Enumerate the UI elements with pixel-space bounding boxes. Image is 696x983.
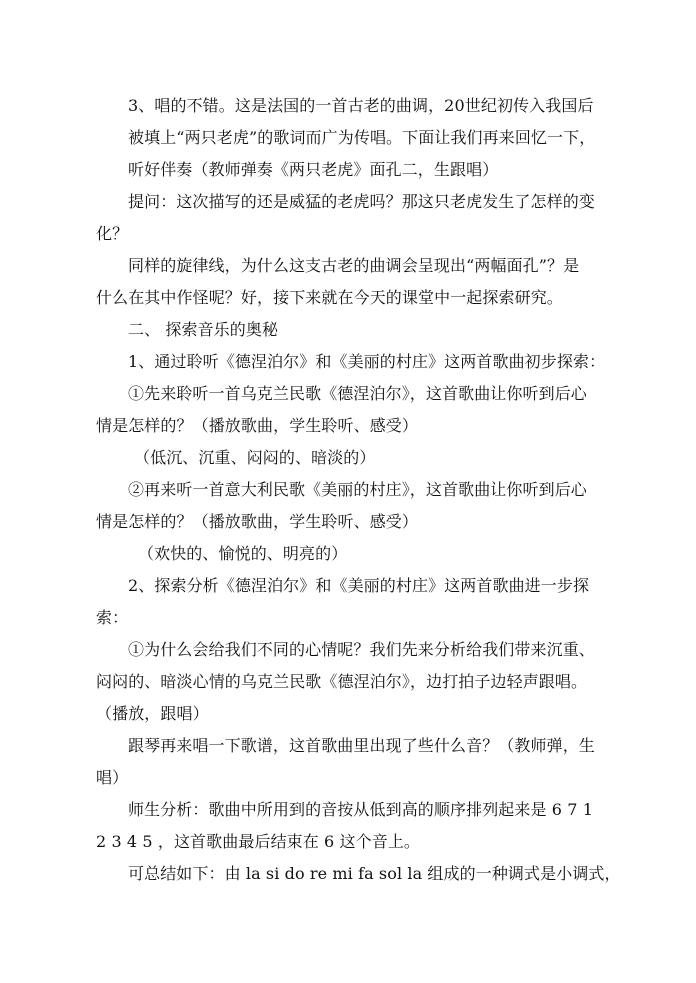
text-line: ①先来聆听一首乌克兰民歌《德涅泊尔》，这首歌曲让你听到后心: [128, 384, 587, 403]
text-line: 化？: [96, 224, 129, 243]
text-line: 跟琴再来唱一下歌谱，这首歌曲里出现了些什么音？（教师弹，生: [128, 736, 595, 755]
text-line: 提问：这次描写的还是威猛的老虎吗？那这只老虎发生了怎样的变: [128, 192, 595, 211]
text-line: 可总结如下：由 la si do re mi fa sol la 组成的一种调式是小调式，: [128, 864, 621, 883]
text-line: ①为什么会给我们不同的心情呢？我们先来分析给我们带来沉重、: [128, 640, 595, 659]
text-line: 唱）: [96, 768, 129, 787]
text-line: 闷闷的、暗淡心情的乌克兰民歌《德涅泊尔》，边打拍子边轻声跟唱。: [96, 672, 588, 691]
text-line: 1、通过聆听《德涅泊尔》和《美丽的村庄》这两首歌曲初步探索：: [128, 352, 606, 371]
text-line: 什么在其中作怪呢？好，接下来就在今天的课堂中一起探索研究。: [96, 288, 563, 307]
text-line: 情是怎样的？（播放歌曲，学生聆听、感受）: [96, 416, 419, 435]
text-line: 2 3 4 5 ，这首歌曲最后结束在 6 这个音上。: [96, 832, 421, 851]
section-heading: 二、 探索音乐的奥秘: [128, 320, 279, 339]
text-line: ②再来听一首意大利民歌《美丽的村庄》，这首歌曲让你听到后心: [128, 480, 587, 499]
text-line: （低沉、沉重、闷闷的、暗淡的）: [134, 448, 376, 467]
text-line: 听好伴奏（教师弹奏《两只老虎》面孔二，生跟唱）: [128, 160, 499, 179]
text-line: 同样的旋律线，为什么这支古老的曲调会呈现出“两幅面孔”？是: [128, 256, 580, 275]
text-line: 3、唱的不错。这是法国的一首古老的曲调，20世纪初传入我国后: [128, 96, 594, 115]
text-line: 2、探索分析《德涅泊尔》和《美丽的村庄》这两首歌曲进一步探: [128, 576, 590, 595]
text-line: 索：: [96, 608, 129, 627]
text-line: 师生分析：歌曲中所用到的音按从低到高的顺序排列起来是 6 7 1: [128, 800, 593, 819]
text-line: （播放，跟唱）: [96, 704, 209, 723]
text-line: （欢快的、愉悦的、明亮的）: [138, 544, 348, 563]
text-line: 被填上“两只老虎”的歌词而广为传唱。下面让我们再来回忆一下，: [128, 128, 596, 147]
text-line: 情是怎样的？（播放歌曲，学生聆听、感受）: [96, 512, 419, 531]
